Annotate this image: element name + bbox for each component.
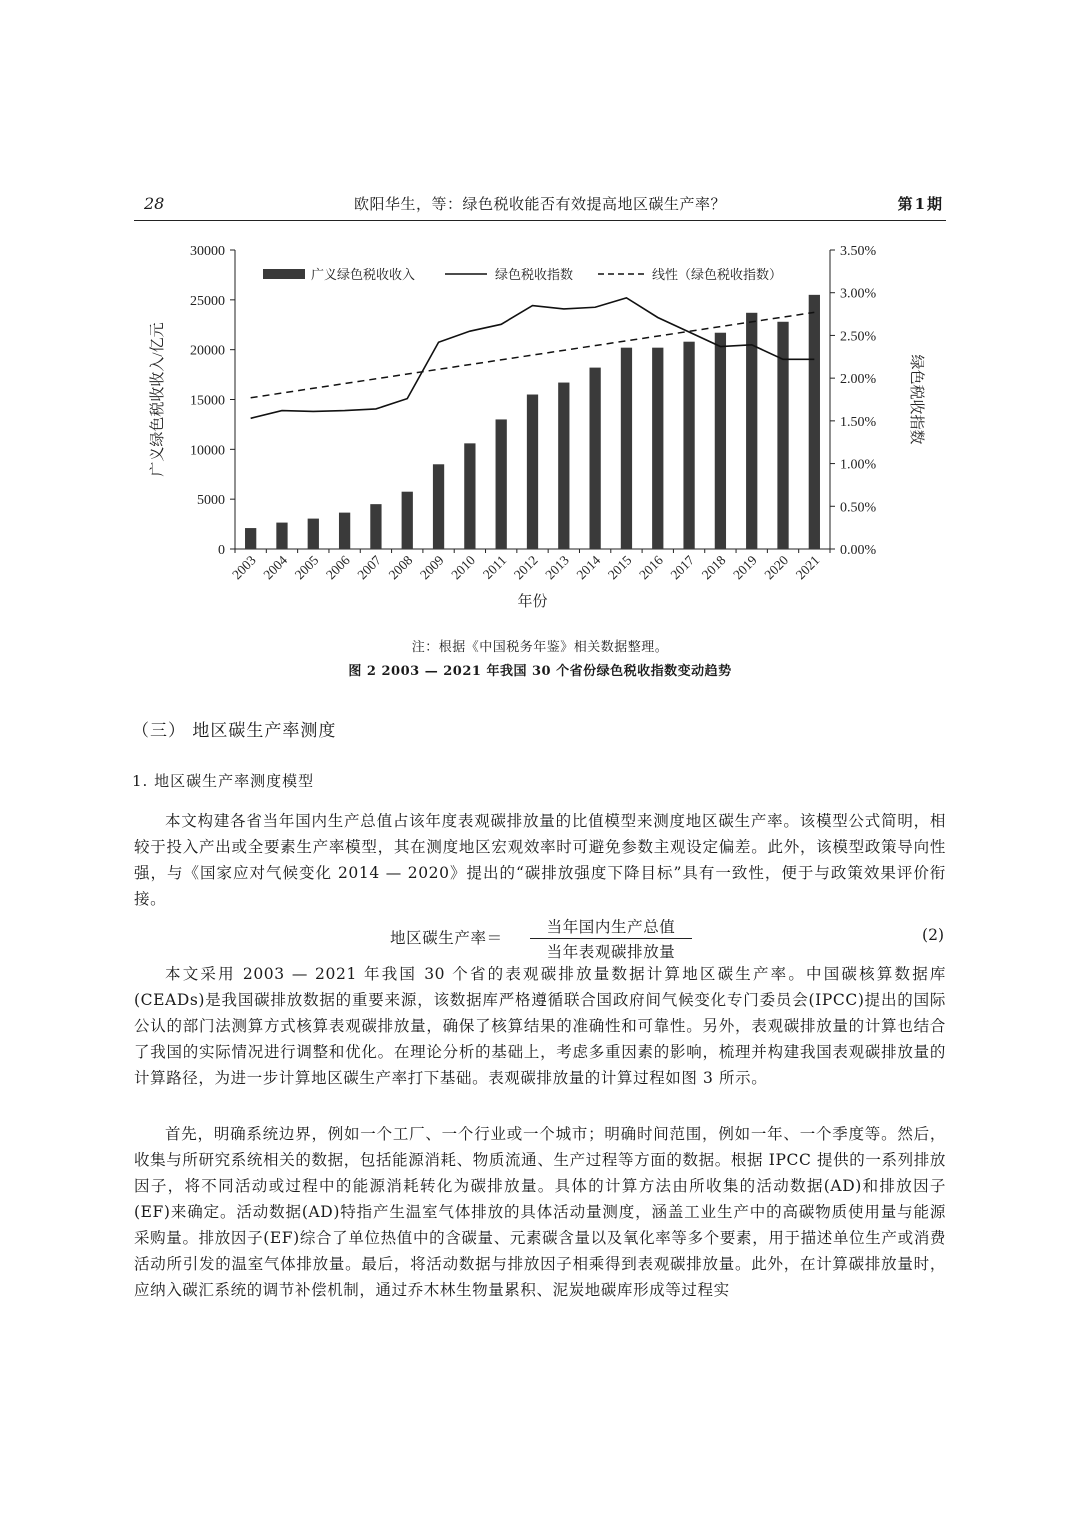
x-tick-label: 2007 — [354, 552, 385, 583]
section-heading: （三） 地区碳生产率测度 — [132, 721, 337, 741]
x-tick-label: 2008 — [385, 552, 416, 583]
y2-tick-label: 3.50% — [840, 244, 877, 259]
x-tick-label: 2010 — [448, 552, 478, 583]
y2-tick-label: 2.50% — [840, 329, 877, 345]
y-axis-title: 广义绿色税收收入/亿元 — [150, 322, 166, 477]
bar-2015 — [621, 348, 632, 549]
bar-2006 — [339, 513, 350, 549]
formula-fraction — [530, 915, 692, 962]
y-tick-label: 0 — [218, 543, 225, 558]
y2-tick-label: 1.00% — [840, 457, 877, 473]
bar-2021 — [809, 295, 820, 549]
paragraph: 首先，明确系统边界，例如一个工厂、一个行业或一个城市；明确时间范围，例如一年、一个季度等。然后，收集与所研究系统相关的数据，包括能源消耗、物质流通、生产过程等方面的数据。根据 IPCC 提供的一系列排放因子，将不同活动或过程中的能源消耗转化为碳排放量。具体的计算方法由所收集的活动数据(AD)和排放因子(EF)来确定。活动数据(AD)特指产生温室气体排放的具体活动量测度，涵盖工业生产中的高碳物质使用量与能源采购量。排放因子(EF)综合了单位热值中的含碳量、元素碳含量以及氧化率等多个要素，用于描述单位生产或消费活动所引发的温室气体排放量。最后，将活动数据与排放因子相乘得到表观碳排放量。此外，在计算碳排放量时，应纳入碳汇系统的调节补偿机制，通过乔木林生物量累积、泥炭地碳库形成等过程实 — [134, 1125, 946, 1299]
green-tax-chart — [140, 232, 940, 622]
x-tick-label: 2009 — [416, 552, 447, 583]
x-axis-title: 年份 — [517, 594, 548, 610]
formula-2 — [134, 915, 946, 959]
trend-line — [251, 312, 815, 397]
bar-2017 — [683, 342, 694, 549]
x-tick-label: 2021 — [792, 552, 823, 583]
x-tick-label: 2013 — [542, 552, 572, 583]
bar-2016 — [652, 348, 663, 549]
x-tick-label: 2015 — [604, 552, 635, 583]
bar-2013 — [558, 383, 569, 549]
bar-2018 — [715, 333, 726, 549]
y-tick-label: 15000 — [190, 393, 225, 409]
running-title: 欧阳华生，等：绿色税收能否有效提高地区碳生产率？ — [353, 195, 726, 213]
bar-2012 — [527, 395, 538, 549]
y-tick-label: 10000 — [190, 443, 225, 459]
x-tick-label: 2020 — [761, 552, 792, 583]
x-tick-label: 2003 — [229, 552, 259, 583]
paragraph: 本文构建各省当年国内生产总值占该年度表观碳排放量的比值模型来测度地区碳生产率。该模型公式简明，相较于投入产出或全要素生产率模型，其在测度地区宏观效率时可避免参数主观设定偏差。此外，该模型政策导向性强，与《国家应对气候变化 2014 — 2020》提出的“碳排放强度下降目标”具有一致性，便于与政策效果评价衔接。 — [134, 812, 946, 908]
issue-number: 第1期 — [897, 195, 944, 213]
x-tick-label: 2006 — [323, 552, 353, 583]
equation-number: (2) — [922, 926, 944, 944]
y2-tick-label: 1.50% — [840, 414, 877, 430]
y2-tick-label: 0.50% — [840, 500, 877, 516]
y-tick-label: 30000 — [190, 244, 225, 259]
x-tick-label: 2011 — [479, 552, 510, 582]
paragraph: 本文采用 2003 — 2021 年我国 30 个省的表观碳排放量数据计算地区碳生产率。中国碳核算数据库(CEADs)是我国碳排放数据的重要来源，该数据库严格遵循联合国政府间气候变化专门委员会(IPCC)提出的国际公认的部门法测算方式核算表观碳排放量，确保了核算结果的准确性和可靠性。另外，表观碳排放量的计算也结合了我国的实际情况进行调整和优化。在理论分析的基础上，考虑多重因素的影响，梳理并构建我国表观碳排放量的计算路径，为进一步计算地区碳生产率打下基础。表观碳排放量的计算过程如图 3 所示。 — [134, 965, 946, 1087]
y-tick-label: 5000 — [197, 493, 225, 509]
y2-tick-label: 0.00% — [840, 543, 877, 558]
y-tick-label: 25000 — [190, 293, 225, 309]
bar-2020 — [777, 322, 788, 549]
x-tick-label: 2014 — [573, 552, 604, 583]
bar-2010 — [464, 443, 475, 549]
bar-2019 — [746, 313, 757, 549]
bar-2011 — [496, 419, 507, 549]
legend-bar-label: 广义绿色税收收入 — [311, 267, 416, 282]
page-number: 28 — [144, 194, 165, 213]
formula-denominator: 当年表观碳排放量 — [546, 943, 676, 961]
legend-trend-label: 线性（绿色税收指数） — [652, 267, 783, 282]
formula-numerator: 当年国内生产总值 — [530, 915, 692, 939]
legend-line-label: 绿色税收指数 — [495, 267, 574, 282]
bar-2007 — [370, 504, 381, 549]
x-tick-label: 2016 — [636, 552, 666, 583]
formula-lhs: 地区碳生产率＝ — [390, 929, 503, 947]
bar-2009 — [433, 464, 444, 549]
y2-tick-label: 2.00% — [840, 372, 877, 388]
x-tick-label: 2019 — [730, 552, 760, 583]
x-tick-label: 2005 — [291, 552, 322, 583]
bar-2003 — [245, 528, 256, 549]
running-header — [134, 190, 946, 221]
bar-2014 — [589, 368, 600, 549]
y2-tick-label: 3.00% — [840, 286, 877, 302]
figure-caption: 图 2 2003 — 2021 年我国 30 个省份绿色税收指数变动趋势 — [348, 664, 732, 679]
x-tick-label: 2004 — [260, 552, 291, 583]
y-tick-label: 20000 — [190, 343, 225, 359]
bar-2005 — [308, 519, 319, 549]
legend-bar-swatch — [263, 269, 305, 279]
x-tick-label: 2012 — [510, 552, 541, 583]
x-tick-label: 2018 — [698, 552, 729, 583]
bar-2004 — [276, 523, 287, 549]
x-tick-label: 2017 — [667, 552, 698, 583]
y2-axis-title: 绿色税收指数 — [908, 354, 924, 445]
subsection-heading: 1. 地区碳生产率测度模型 — [132, 772, 315, 790]
figure-note: 注：根据《中国税务年鉴》相关数据整理。 — [411, 640, 669, 655]
bar-2008 — [402, 492, 413, 549]
